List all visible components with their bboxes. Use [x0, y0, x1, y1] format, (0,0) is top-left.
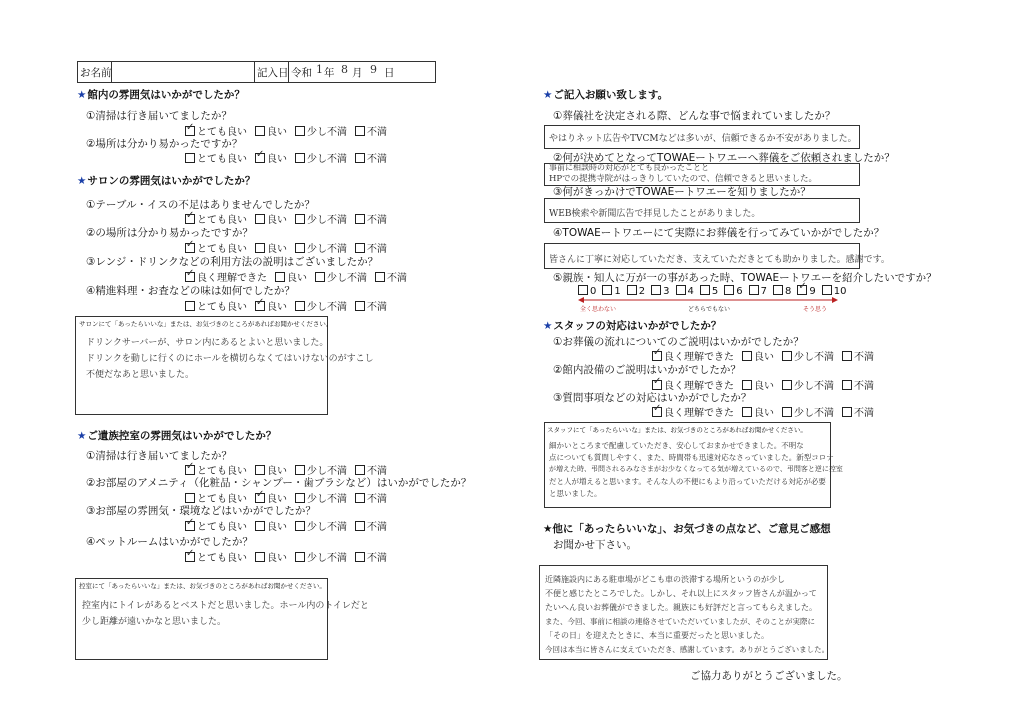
scale-checkbox[interactable] [700, 285, 710, 295]
checkbox[interactable] [185, 301, 195, 311]
scale-checkbox[interactable] [749, 285, 759, 295]
checkbox[interactable] [355, 301, 365, 311]
checkbox[interactable] [842, 407, 852, 417]
staff-q1: ①お葬儀の流れについてのご説明はいかがでしたか？ [553, 336, 804, 348]
date-day-value: 9 [370, 63, 377, 76]
right-q4: ④TOWAEートワエーにて実際にお葬儀を行ってみていかがでしたか？ [553, 227, 885, 239]
checkbox[interactable] [742, 351, 752, 361]
staff-q2-options[interactable]: ✓良く理解できた 良い 少し不満 不満 [652, 377, 882, 392]
sec2-q4-options[interactable]: とても良い✓ 良い 少し不満 不満 [185, 298, 395, 313]
checkbox[interactable] [355, 153, 365, 163]
checkbox-checked[interactable] [185, 272, 195, 282]
staff-comment-line5: と思いました。 [549, 489, 602, 498]
salon-comment-line3: 不便だなあと思いました。 [86, 370, 195, 380]
date-month-unit: 月 [352, 67, 363, 79]
checkbox-checked[interactable] [185, 243, 195, 253]
checkbox-checked[interactable] [652, 380, 662, 390]
checkbox-checked[interactable] [652, 351, 662, 361]
sec3-q2-options[interactable]: とても良い✓ 良い 少し不満 不満 [185, 490, 395, 505]
other-title-2: お聞かせ下さい。 [553, 539, 637, 551]
checkbox[interactable] [782, 380, 792, 390]
staff-q3-options[interactable]: ✓良く理解できた 良い 少し不満 不満 [652, 404, 882, 419]
checkbox-checked[interactable] [185, 465, 195, 475]
thanks-text: ご協力ありがとうございました。 [690, 670, 848, 682]
checkbox[interactable] [355, 465, 365, 475]
checkbox[interactable] [295, 243, 305, 253]
sec3-q3: ③お部屋の雰囲気・環境などはいかがでしたか？ [86, 505, 316, 517]
checkbox[interactable] [275, 272, 285, 282]
waiting-room-comment-line1: 控室内にトイレがあるとベストだと思いました。ホール内のトイレだと [82, 601, 369, 611]
scale-checkbox[interactable] [724, 285, 734, 295]
checkbox[interactable] [355, 243, 365, 253]
checkbox[interactable] [255, 552, 265, 562]
salon-comment-label: サロンにて「あったらいいな」または、お気づきのところがあればお聞かせください。 [79, 320, 333, 328]
scale-checkbox[interactable] [602, 285, 612, 295]
scale-checkbox[interactable] [651, 285, 661, 295]
checkbox[interactable] [842, 351, 852, 361]
other-comment-line6: 今回は本当に皆さんに支えていただき、感謝しています。ありがとうございました。 [545, 645, 830, 654]
sec2-q3-options[interactable]: ✓良く理解できた 良い 少し不満 不満 [185, 269, 415, 284]
right-title: ★ご記入お願い致します。 [543, 89, 669, 101]
other-comment-line5: 「その日」を迎えたときに、本当に重要だったと思いました。 [545, 631, 769, 640]
sec3-q1-options[interactable]: ✓とても良い 良い 少し不満 不満 [185, 462, 395, 477]
right-q3: ③何がきっかけでTOWAEートワエーを知りましたか？ [553, 186, 811, 198]
checkbox-checked[interactable] [185, 521, 195, 531]
checkbox-checked[interactable] [185, 552, 195, 562]
scale-checkbox[interactable] [676, 285, 686, 295]
salon-comment-line2: ドリンクを動しに行くのにホールを横切らなくてはいけないのがすこし [86, 354, 374, 364]
right-a2-line2: HPでの提携寺院がはっきりしていたので、信頼できると思いました。 [549, 174, 817, 184]
name-label: お名前 [80, 67, 112, 79]
checkbox[interactable] [255, 465, 265, 475]
right-q5: ⑤親族・知人に万が一の事があった時、TOWAEートワエーを紹介したいですか？ [553, 272, 937, 284]
checkbox[interactable] [782, 407, 792, 417]
date-label: 記入日 [257, 67, 289, 79]
sec3-q4: ④ペットルームはいかがでしたか？ [86, 536, 253, 548]
sec3-q4-options[interactable]: ✓とても良い 良い 少し不満 不満 [185, 549, 395, 564]
checkbox[interactable] [315, 272, 325, 282]
sec2-q3: ③レンジ・ドリンクなどの利用方法の説明はございましたか？ [86, 256, 379, 268]
checkbox[interactable] [355, 521, 365, 531]
checkbox[interactable] [185, 153, 195, 163]
recommend-scale[interactable]: 0 1 2 3 4 5 6 7 8✓ 9 10 [578, 285, 846, 297]
checkbox[interactable] [255, 126, 265, 136]
checkbox[interactable] [295, 153, 305, 163]
scale-label-high: そう思う [803, 306, 828, 313]
scale-checkbox-checked[interactable] [797, 285, 807, 295]
sec2-q2: ②の場所は分かり易かったですか？ [86, 227, 253, 239]
right-a3-text: WEB検索や新聞広告で拝見したことがありました。 [549, 209, 761, 219]
scale-arrow [578, 296, 838, 304]
other-comment-line2: 不便と感じたところでした。しかし、それ以上にスタッフ皆さんが温かって [545, 589, 817, 598]
scale-checkbox[interactable] [773, 285, 783, 295]
staff-comment-line2: 点についても質問しやすく、また、時間帯も迅速対応なさっていました。新型コロナ [549, 453, 834, 462]
checkbox[interactable] [185, 493, 195, 503]
checkbox[interactable] [295, 493, 305, 503]
sec2-title: ★サロンの雰囲気はいかがでしたか？ [77, 175, 256, 187]
scale-checkbox[interactable] [822, 285, 832, 295]
date-year-unit: 年 [324, 67, 335, 79]
sec3-title: ★ご遺族控室の雰囲気はいかがでしたか？ [77, 430, 277, 442]
other-title: ★他に「あったらいいな」、お気づきの点など、ご意見ご感想 [543, 523, 831, 535]
checkbox-checked[interactable] [255, 493, 265, 503]
checkbox[interactable] [255, 521, 265, 531]
staff-title: ★スタッフの対応はいかがでしたか？ [543, 320, 722, 332]
staff-comment-line3: が増えた時、弔問されるみなさまがお少なくなってる気が増えているので、弔問客と逆に控室 [549, 465, 843, 473]
sec2-q2-options[interactable]: ✓とても良い 良い 少し不満 不満 [185, 240, 395, 255]
scale-checkbox[interactable] [578, 285, 588, 295]
waiting-room-comment-line2: 少し距離が遠いかなと思いました。 [82, 617, 227, 627]
right-a1-text: やはりネット広告やTVCMなどは多いが、信頼できるか不安がありました。 [549, 134, 857, 144]
checkbox-checked[interactable] [185, 214, 195, 224]
other-comment-line3: たいへん良いお葬儀ができました。親族にも好評だと言ってもらえました。 [545, 603, 817, 612]
staff-comment-line1: 細かいところまで配慮していただき、安心しておまかせできました。不明な [549, 441, 804, 450]
scale-checkbox[interactable] [627, 285, 637, 295]
checkbox[interactable] [295, 465, 305, 475]
checkbox[interactable] [295, 126, 305, 136]
sec1-q1: ①清掃は行き届いてましたか？ [86, 110, 232, 122]
checkbox[interactable] [295, 214, 305, 224]
checkbox[interactable] [255, 214, 265, 224]
sec2-q1: ①テーブル・イスの不足はありませんでしたか？ [86, 199, 315, 211]
staff-comment-label: スタッフにて「あったらいいな」または、お気づきのところがあればお聞かせください。 [547, 426, 807, 434]
sec2-q4: ④精進料理・お査などの味は如何でしたか？ [86, 285, 295, 297]
sec1-q1-options[interactable]: ✓とても良い 良い 少し不満 不満 [185, 123, 395, 138]
salon-comment-box[interactable] [75, 316, 328, 415]
right-q1: ①葬儀社を決定される際、どんな事で悩まれていましたか？ [553, 110, 836, 122]
right-q2: ②何が決めてとなってTOWAEートワエーへ葬儀をご依頼されましたか？ [553, 152, 895, 164]
checkbox-checked[interactable] [255, 301, 265, 311]
checkbox[interactable] [355, 126, 365, 136]
checkbox[interactable] [295, 301, 305, 311]
staff-comment-line4: だと人が増えると思います。そんな人の不便にもより沿っていただける対応が必要 [549, 477, 826, 486]
checkbox[interactable] [355, 552, 365, 562]
checkbox[interactable] [255, 243, 265, 253]
checkbox[interactable] [355, 214, 365, 224]
checkbox[interactable] [742, 407, 752, 417]
sec1-q2-options[interactable]: とても良い✓ 良い 少し不満 不満 [185, 150, 395, 165]
checkbox[interactable] [295, 521, 305, 531]
checkbox-checked[interactable] [255, 153, 265, 163]
waiting-room-comment-label: 控室にて「あったらいいな」または、お気づきのところがあればお聞かせください。 [79, 582, 326, 590]
checkbox[interactable] [842, 380, 852, 390]
checkbox[interactable] [355, 493, 365, 503]
sec1-q2: ②場所は分かり易かったですか？ [86, 138, 243, 150]
date-month-value: 8 [341, 63, 348, 76]
other-comment-line4: また、今回、事前に相談の連絡させていただいていましたが、そのことが実際に [545, 617, 815, 626]
checkbox-checked[interactable] [185, 126, 195, 136]
sec3-q3-options[interactable]: ✓とても良い 良い 少し不満 不満 [185, 518, 395, 533]
sec1-title: ★館内の雰囲気はいかがでしたか？ [77, 89, 245, 101]
staff-q2: ②館内設備のご説明はいかがでしたか？ [553, 364, 741, 376]
date-era: 令和 [291, 67, 312, 79]
checkbox-checked[interactable] [652, 407, 662, 417]
right-a4-text: 皆さんに丁寧に対応していただき、支えていただきとても助かりました。感謝です。 [549, 255, 890, 265]
salon-comment-line1: ドリンクサーバーが、サロン内にあるとよいと思いました。 [86, 338, 329, 348]
checkbox[interactable] [742, 380, 752, 390]
staff-q1-options[interactable]: ✓良く理解できた 良い 少し不満 不満 [652, 348, 882, 363]
sec3-q1: ①清掃は行き届いてましたか？ [86, 450, 232, 462]
scale-label-mid: どちらでもない [688, 306, 730, 313]
checkbox[interactable] [782, 351, 792, 361]
scale-label-low: 全く思わない [580, 306, 617, 313]
checkbox[interactable] [375, 272, 385, 282]
checkbox[interactable] [295, 552, 305, 562]
sec3-q2: ②お部屋のアメニティ（化粧品・シャンプー・歯ブラシなど）はいかがでしたか？ [86, 477, 472, 489]
right-a2-line1: 事前に相談時の対応がとても良かったことと [549, 163, 709, 172]
date-year-value: 1 [316, 63, 323, 76]
other-comment-line1: 近隣施設内にある駐車場がどこも車の渋滞する場所というのが少し [545, 575, 785, 584]
sec2-q1-options[interactable]: ✓とても良い 良い 少し不満 不満 [185, 211, 395, 226]
staff-q3: ③質問事項などの対応はいかがでしたか？ [553, 392, 752, 404]
date-day-unit: 日 [384, 67, 395, 79]
